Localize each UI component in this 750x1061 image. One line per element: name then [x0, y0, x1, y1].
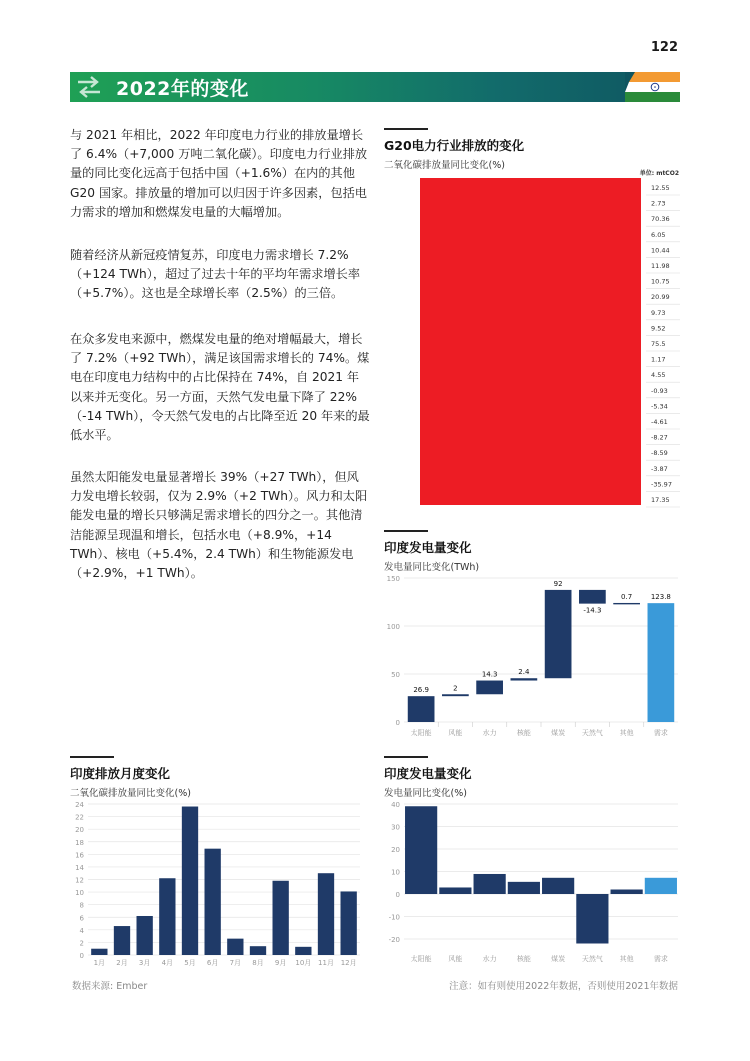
g20-value-label: -8.27 [651, 433, 668, 442]
data-source: 数据来源: Ember [72, 981, 148, 992]
g20-chart-title: G20电力行业排放的变化 [384, 138, 525, 153]
x-tick-label: 天然气 [581, 955, 603, 963]
monthly-chart-header [70, 756, 191, 799]
g20-value-label: 9.52 [651, 324, 666, 333]
g20-value-label: -3.87 [651, 464, 668, 473]
x-tick-label: 11月 [318, 959, 334, 967]
y-tick-label: 0 [79, 952, 84, 960]
gen-twh-chart-title: 印度发电量变化 [384, 540, 472, 555]
header-rule [384, 530, 428, 532]
data-note: 注意：如有则使用2022年数据，否则使用2021年数据 [449, 981, 678, 992]
data-label: 92 [553, 579, 563, 588]
month-bar [227, 939, 243, 955]
month-bar [159, 878, 175, 955]
y-tick-label: 0 [395, 719, 400, 727]
month-bar [250, 946, 266, 955]
gen-pct-chart-header [384, 756, 472, 799]
x-tick-label: 12月 [340, 959, 357, 967]
x-tick-label: 风能 [448, 955, 463, 963]
x-tick-label: 7月 [229, 959, 242, 967]
monthly-chart-subtitle: 二氧化碳排放量同比变化(%) [70, 788, 191, 799]
x-tick-label: 煤炭 [551, 955, 566, 963]
month-bar [318, 873, 334, 955]
gen-twh-chart-header [384, 530, 479, 573]
g20-red-block [420, 178, 641, 505]
g20-value-label: -5.34 [651, 402, 668, 411]
x-tick-label: 太阳能 [410, 955, 432, 963]
x-tick-label: 核能 [516, 729, 531, 737]
data-label: 123.8 [650, 593, 671, 602]
pct-bar [645, 878, 677, 894]
x-tick-label: 需求 [653, 729, 668, 737]
g20-value-label: 2.73 [651, 199, 666, 208]
y-tick-label: 24 [75, 801, 84, 809]
y-tick-label: 10 [75, 889, 84, 898]
month-bar [205, 849, 221, 955]
month-bar [273, 881, 289, 955]
gen-pct-chart-title: 印度发电量变化 [384, 766, 472, 781]
monthly-chart-title: 印度排放月度变化 [70, 766, 171, 781]
pct-bar [611, 890, 643, 895]
y-tick-label: 50 [391, 671, 400, 679]
x-tick-label: 水力 [482, 955, 497, 963]
x-tick-label: 其他 [619, 729, 634, 737]
pct-bar [508, 882, 540, 894]
section-banner [70, 72, 680, 102]
g20-value-label: -8.59 [651, 449, 668, 458]
data-label: 0.7 [621, 592, 633, 601]
g20-chart-subtitle: 二氧化碳排放量同比变化(%) [384, 160, 505, 171]
y-tick-label: 40 [391, 801, 400, 809]
y-tick-label: 12 [75, 876, 84, 885]
header-rule [384, 128, 428, 130]
data-label: 2 [453, 684, 458, 693]
g20-chart [384, 166, 684, 511]
paragraph-2: 随着经济从新冠疫情复苏，印度电力需求增长 7.2%（+124 TWh），超过了过去十年的平均年需求增长率（+5.7%）。这也是全球增长率（2.5%）的三倍。 [70, 248, 361, 301]
y-tick-label: 6 [79, 914, 84, 923]
x-tick-label: 3月 [138, 959, 151, 967]
month-bar [295, 947, 311, 955]
gen-pct-chart [384, 798, 684, 970]
x-tick-label: 需求 [653, 955, 668, 963]
paragraph-4: 虽然太阳能发电量显著增长 39%（+27 TWh），但风力发电增长较弱，仅为 2.9%（+2 TWh）。风力和太阳能发电量的增长只够满足需求增长的四分之一。其他清洁能源呈现温和增长，包括水电（+8.9%，+14 TWh）、核电（+5.4%，2.4 TWh）和生物能源发电（+2.9%，+1 TWh）。 [70, 470, 368, 581]
g20-value-label: 1.17 [651, 355, 666, 364]
g20-value-label: 9.73 [651, 308, 666, 317]
g20-value-label: 10.44 [651, 246, 670, 255]
y-tick-label: 10 [391, 868, 400, 877]
pct-bar [542, 878, 574, 894]
y-tick-label: -20 [388, 936, 400, 944]
month-bar [341, 891, 357, 955]
waterfall-bar [511, 678, 538, 680]
y-tick-label: 22 [75, 813, 84, 822]
india-flag-icon [625, 72, 680, 102]
y-tick-label: 20 [75, 826, 84, 835]
y-tick-label: 16 [75, 851, 84, 860]
pct-bar [474, 874, 506, 894]
g20-value-label: 20.99 [651, 293, 670, 302]
x-tick-label: 10月 [295, 959, 312, 967]
x-tick-label: 水力 [482, 729, 497, 737]
x-tick-label: 6月 [206, 959, 219, 967]
g20-value-label: 10.75 [651, 277, 670, 286]
g20-unit-label: 单位: mtCO2 [639, 170, 679, 177]
y-tick-label: 30 [391, 823, 400, 832]
gen-pct-chart-subtitle: 发电量同比变化(%) [384, 788, 467, 799]
y-tick-label: 14 [75, 863, 84, 872]
monthly-chart [70, 798, 366, 970]
exchange-arrows-icon [70, 72, 108, 102]
g20-value-label: 12.55 [651, 184, 670, 192]
y-tick-label: 100 [386, 623, 400, 631]
y-tick-label: 0 [395, 891, 400, 899]
pct-bar [405, 806, 437, 894]
x-tick-label: 9月 [274, 959, 287, 967]
waterfall-bar [408, 696, 435, 722]
waterfall-bar [545, 590, 572, 678]
data-label: 26.9 [413, 686, 429, 695]
data-label: -14.3 [583, 606, 602, 615]
x-tick-label: 4月 [161, 959, 174, 967]
y-tick-label: -10 [388, 913, 400, 922]
x-tick-label: 8月 [252, 959, 264, 967]
g20-chart-header [384, 128, 524, 171]
waterfall-bar [579, 590, 606, 604]
data-label: 14.3 [481, 670, 498, 679]
y-tick-label: 18 [75, 838, 84, 847]
x-tick-label: 核能 [516, 955, 531, 963]
page-number: 122 [650, 40, 678, 55]
g20-value-label: 75.5 [651, 340, 666, 348]
x-tick-label: 天然气 [581, 729, 603, 737]
section-title: 2022年的变化 [116, 77, 249, 100]
gen-twh-chart [384, 572, 684, 744]
waterfall-bar [648, 603, 675, 722]
month-bar [114, 926, 130, 955]
g20-value-label: 70.36 [651, 215, 670, 224]
paragraph-1: 与 2021 年相比，2022 年印度电力行业的排放量增长了 6.4%（+7,000 万吨二氧化碳）。印度电力行业排放量的同比变化远高于包括中国（+1.6%）在内的其他 G20 国家。排放量的增加可以归因于许多因素，包括电力需求的增加和燃煤发电量的大幅增加。 [70, 128, 368, 219]
header-rule [70, 756, 114, 758]
g20-value-label: 11.98 [651, 262, 670, 270]
g20-value-label: 17.35 [651, 496, 670, 504]
header-rule [384, 756, 428, 758]
waterfall-bar [476, 681, 503, 695]
pct-bar [576, 894, 608, 944]
y-tick-label: 20 [391, 846, 400, 854]
waterfall-bar [442, 694, 469, 696]
gen-twh-chart-subtitle: 发电量同比变化(TWh) [384, 562, 480, 573]
y-tick-label: 8 [79, 901, 84, 910]
paragraph-3: 在众多发电来源中，燃煤发电量的绝对增幅最大，增长了 7.2%（+92 TWh），满足该国需求增长的 74%。煤电在印度电力结构中的占比保持在 74%，自 2021 年以来并无变化。另一方面，天然气发电量下降了 22%（-14 TWh），令天然气发电的占比降至近 20 年来的最低水平。 [70, 332, 370, 443]
x-tick-label: 煤炭 [551, 729, 566, 737]
month-bar [182, 807, 198, 955]
y-tick-label: 150 [386, 575, 400, 583]
x-tick-label: 其他 [619, 955, 634, 963]
x-tick-label: 风能 [448, 729, 463, 737]
y-tick-label: 4 [79, 926, 84, 935]
y-tick-label: 2 [79, 939, 84, 948]
g20-value-label: -35.97 [651, 480, 672, 489]
data-label: 2.4 [518, 668, 530, 677]
month-bar [137, 916, 153, 955]
x-tick-label: 1月 [93, 959, 106, 967]
g20-value-label: -0.93 [651, 386, 668, 395]
month-bar [91, 949, 107, 955]
x-tick-label: 5月 [184, 959, 196, 967]
pct-bar [439, 887, 471, 894]
g20-value-label: -4.61 [651, 418, 668, 426]
x-tick-label: 2月 [116, 959, 128, 967]
g20-value-label: 6.05 [651, 230, 666, 239]
waterfall-bar [613, 603, 640, 604]
x-tick-label: 太阳能 [410, 729, 432, 737]
g20-value-label: 4.55 [651, 371, 666, 380]
